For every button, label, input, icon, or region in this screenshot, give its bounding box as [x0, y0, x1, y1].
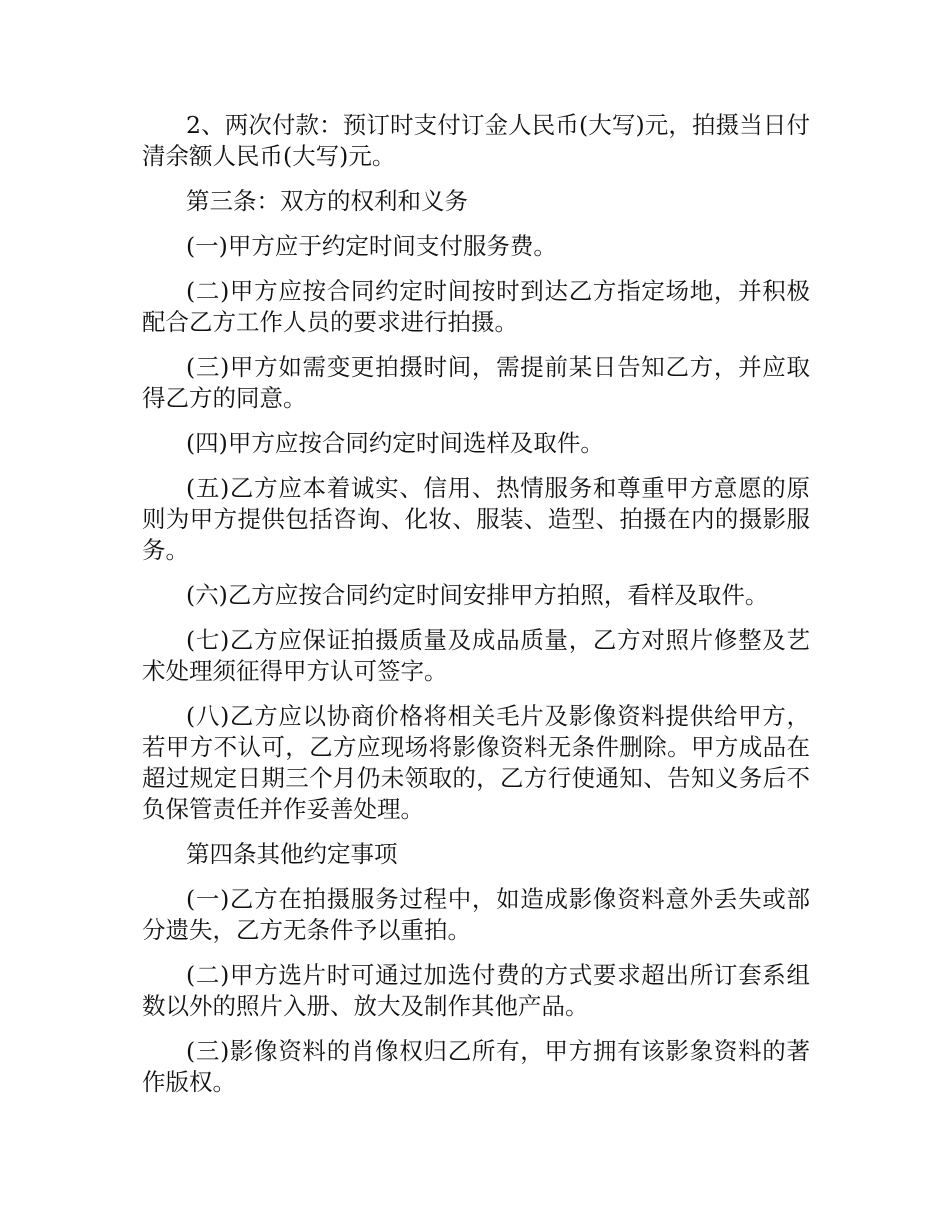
article-4-item-2: (二)甲方选片时可通过加选付费的方式要求超出所订套系组数以外的照片入册、放大及制作其他产品。: [142, 961, 810, 1020]
document-body: [142, 110, 810, 1112]
article-4-heading: 第四条其他约定事项: [186, 840, 398, 868]
article-3-item-4: (四)甲方应按合同约定时间选样及取件。: [186, 429, 604, 457]
article-3-item-3: (三)甲方如需变更拍摄时间，需提前某日告知乙方，并应取得乙方的同意。: [142, 353, 810, 412]
article-4-item-1: (一)乙方在拍摄服务过程中，如造成影像资料意外丢失或部分遗失，乙方无条件予以重拍。: [142, 885, 810, 944]
article-3-item-8: (八)乙方应以协商价格将相关毛片及影像资料提供给甲方，若甲方不认可，乙方应现场将影像资料无条件删除。甲方成品在超过规定日期三个月仍未领取的，乙方行使通知、告知义务后不负保管责任并作妥善处理。: [142, 702, 810, 823]
article-3-heading: 第三条：双方的权利和义务: [186, 187, 468, 215]
article-3-item-1: (一)甲方应于约定时间支付服务费。: [186, 232, 557, 260]
article-3-item-6: (六)乙方应按合同约定时间安排甲方拍照，看样及取件。: [186, 581, 769, 609]
article-3-item-2: (二)甲方应按合同约定时间按时到达乙方指定场地，并积极配合乙方工作人员的要求进行拍摄。: [142, 277, 810, 336]
article-4-item-3: (三)影像资料的肖像权归乙所有，甲方拥有该影象资料的著作版权。: [142, 1037, 810, 1096]
article-3-item-7: (七)乙方应保证拍摄质量及成品质量，乙方对照片修整及艺术处理须征得甲方认可签字。: [142, 626, 810, 685]
article-3-item-5: (五)乙方应本着诚实、信用、热情服务和尊重甲方意愿的原则为甲方提供包括咨询、化妆、服装、造型、拍摄在内的摄影服务。: [142, 474, 810, 564]
payment-clause: 2、两次付款：预订时支付订金人民币(大写)元，拍摄当日付清余额人民币(大写)元。: [142, 111, 810, 170]
